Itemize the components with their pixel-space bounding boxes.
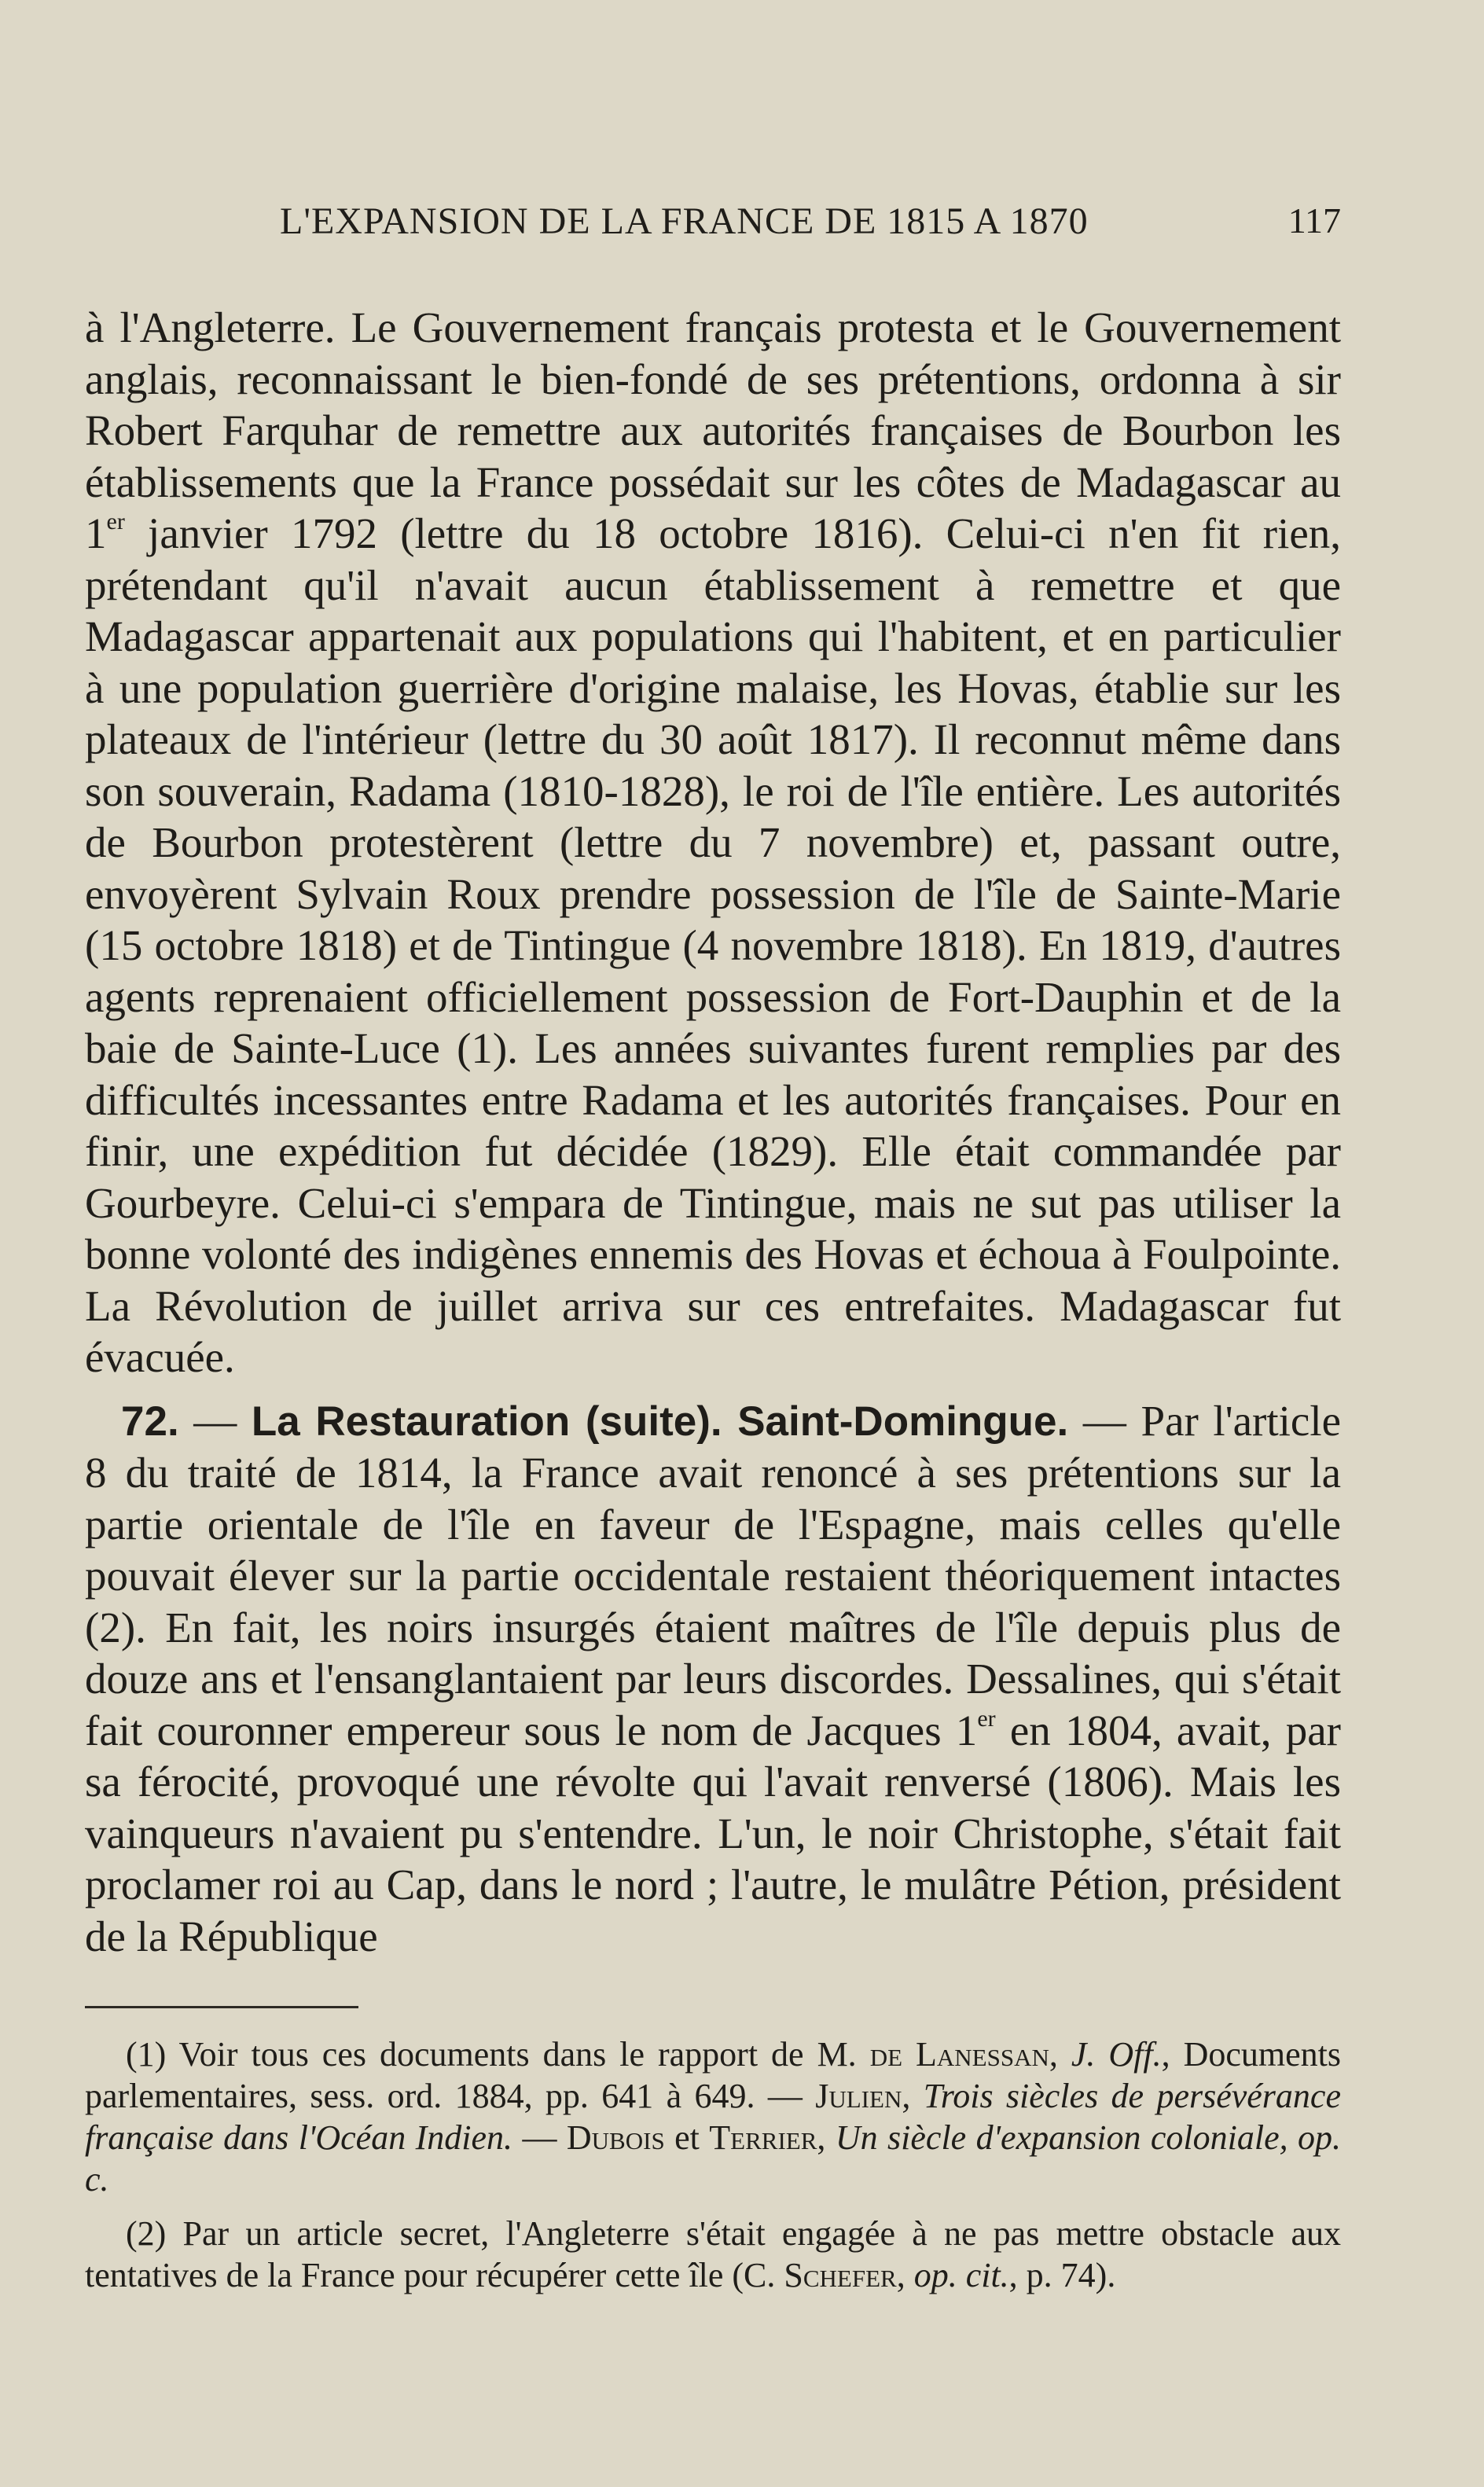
paragraph-text: à l'Angleterre. Le Gouvernement français protesta et le Gouvernement anglais, reconnaissant le bien-fondé de ses prétentions, ordonna à sir Robert Farquhar de remettre aux autorités françaises de Bourbon les établissements que la France possédait sur les côtes de Madagascar au 1 [85,303,1341,557]
book-title: Un siècle d'expansion coloniale, op. c. [85,2118,1342,2199]
page-header [85,200,1341,256]
footnote-text: , [896,2256,914,2294]
main-text [85,302,1341,1962]
footnote-separator [85,2006,358,2008]
author-name: Schefer [784,2256,897,2294]
footnote-text: , [902,2077,924,2115]
paragraph-text: Par l'article 8 du traité de 1814, la France avait renoncé à ses prétentions sur la partie orientale de l'île en faveur de l'Espagne, mais celles qu'elle pouvait élever sur la partie occidentale restaient théoriquement intactes (2). En fait, les noirs insurgés étaient maîtres de l'île depuis plus de douze ans et l'ensanglantaient par leurs discordes. Dessalines, qui s'était fait couronner empereur sous le nom de Jacques 1 [85,1396,1342,1754]
paragraph-text: en 1804, avait, par sa férocité, provoqué une révolte qui l'avait renversé (1806). Mais les vainqueurs n'avaient pu s'entendre. L'un, le noir Christophe, s'était fait proclamer roi au Cap, dans le nord ; l'autre, le mulâtre Pétion, président de la République [85,1706,1341,1960]
section-dash: — [178,1396,252,1445]
author-name: Dubois [566,2118,665,2157]
footnote-text: , Documents parlementaires, sess. ord. 1884, pp. 641 à 649. — [85,2035,1342,2115]
section-title: La Restauration (suite). Saint-Domingue. [251,1398,1069,1445]
page-number: 117 [1287,200,1341,241]
footnotes [85,2033,1341,2296]
superscript: er [977,1705,996,1732]
author-name: Terrier [709,2118,817,2157]
footnote-text: , p. 74). [1008,2256,1116,2294]
footnote-text: , [817,2118,836,2157]
citation-abbreviation: op. cit. [913,2256,1009,2294]
author-name: de Lanessan [869,2035,1049,2074]
paragraph-saint-domingue [85,1395,1341,1963]
section-dash: — [1068,1396,1141,1445]
superscript: er [106,509,125,535]
footnote-2 [85,2213,1341,2296]
footnote-text: et [664,2118,710,2157]
footnote-text: (2) Par un article secret, l'Angleterre s'était engagée à ne pas mettre obstacle aux tentatives de la France pour récupérer cette île (C. [85,2214,1341,2294]
section-number: 72. [121,1398,179,1445]
footnote-text: (1) Voir tous ces documents dans le rapport de M. [126,2035,870,2074]
footnote-text: — [512,2118,567,2157]
footnote-1 [85,2033,1341,2200]
journal-abbreviation: J. Off. [1071,2035,1162,2074]
book-title: Trois siècles de persévérance française dans l'Océan Indien. [85,2077,1341,2157]
running-head: L'EXPANSION DE LA FRANCE DE 1815 A 1870 [280,200,1089,242]
author-name: Julien [815,2077,902,2115]
paragraph-madagascar [85,302,1341,1383]
paragraph-text: janvier 1792 (lettre du 18 octobre 1816). Celui-ci n'en fit rien, prétendant qu'il n'avait aucun établissement à remettre et que Madagascar appartenait aux populations qui l'habitent, et en particulier à une population guerrière d'origine malaise, les Hovas, établie sur les plateaux de l'intérieur (lettre du 30 août 1817). Il reconnut même dans son souverain, Radama (1810-1828), le roi de l'île entière. Les autorités de Bourbon protestèrent (lettre du 7 novembre) et, passant outre, envoyèrent Sylvain Roux prendre possession de l'île de Sainte-Marie (15 octobre 1818) et de Tintingue (4 novembre 1818). En 1819, d'autres agents reprenaient officiellement possession de Fort-Dauphin et de la baie de Sainte-Luce (1). Les années suivantes furent remplies par des difficultés incessantes entre Radama et les autorités françaises. Pour en finir, une expédition fut décidée (1829). Elle était commandée par Gourbeyre. Celui-ci s'empara de Tintingue, mais ne sut pas utiliser la bonne volonté des indigènes ennemis des Hovas et échoua à Foulpointe. La Révolution de juillet arriva sur ces entrefaites. Madagascar fut évacuée. [85,509,1341,1381]
footnote-text: , [1049,2035,1071,2074]
